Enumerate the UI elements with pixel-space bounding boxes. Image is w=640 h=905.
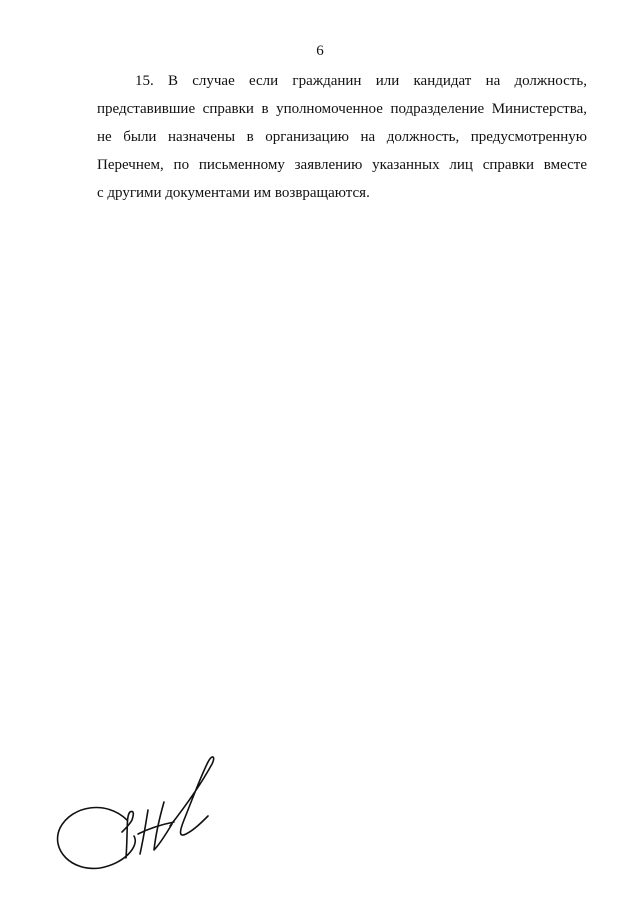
- signature-flourish-stroke: [170, 757, 214, 835]
- paragraph-line: не были назначены в организацию на должность, предусмотренную: [97, 129, 587, 145]
- paragraph-line: Перечнем, по письменному заявлению указанных лиц справки вместе: [97, 157, 587, 173]
- handwritten-signature: [52, 750, 232, 880]
- paragraph-line: представившие справки в уполномоченное подразделение Министерства,: [97, 101, 587, 117]
- signature-loop-stroke: [58, 808, 136, 869]
- paragraph-line: с другими документами им возвращаются.: [97, 185, 370, 201]
- paragraph-15: [97, 67, 587, 207]
- page-number: 6: [316, 43, 324, 59]
- paragraph-line: 15. В случае если гражданин или кандидат на должность,: [135, 73, 587, 89]
